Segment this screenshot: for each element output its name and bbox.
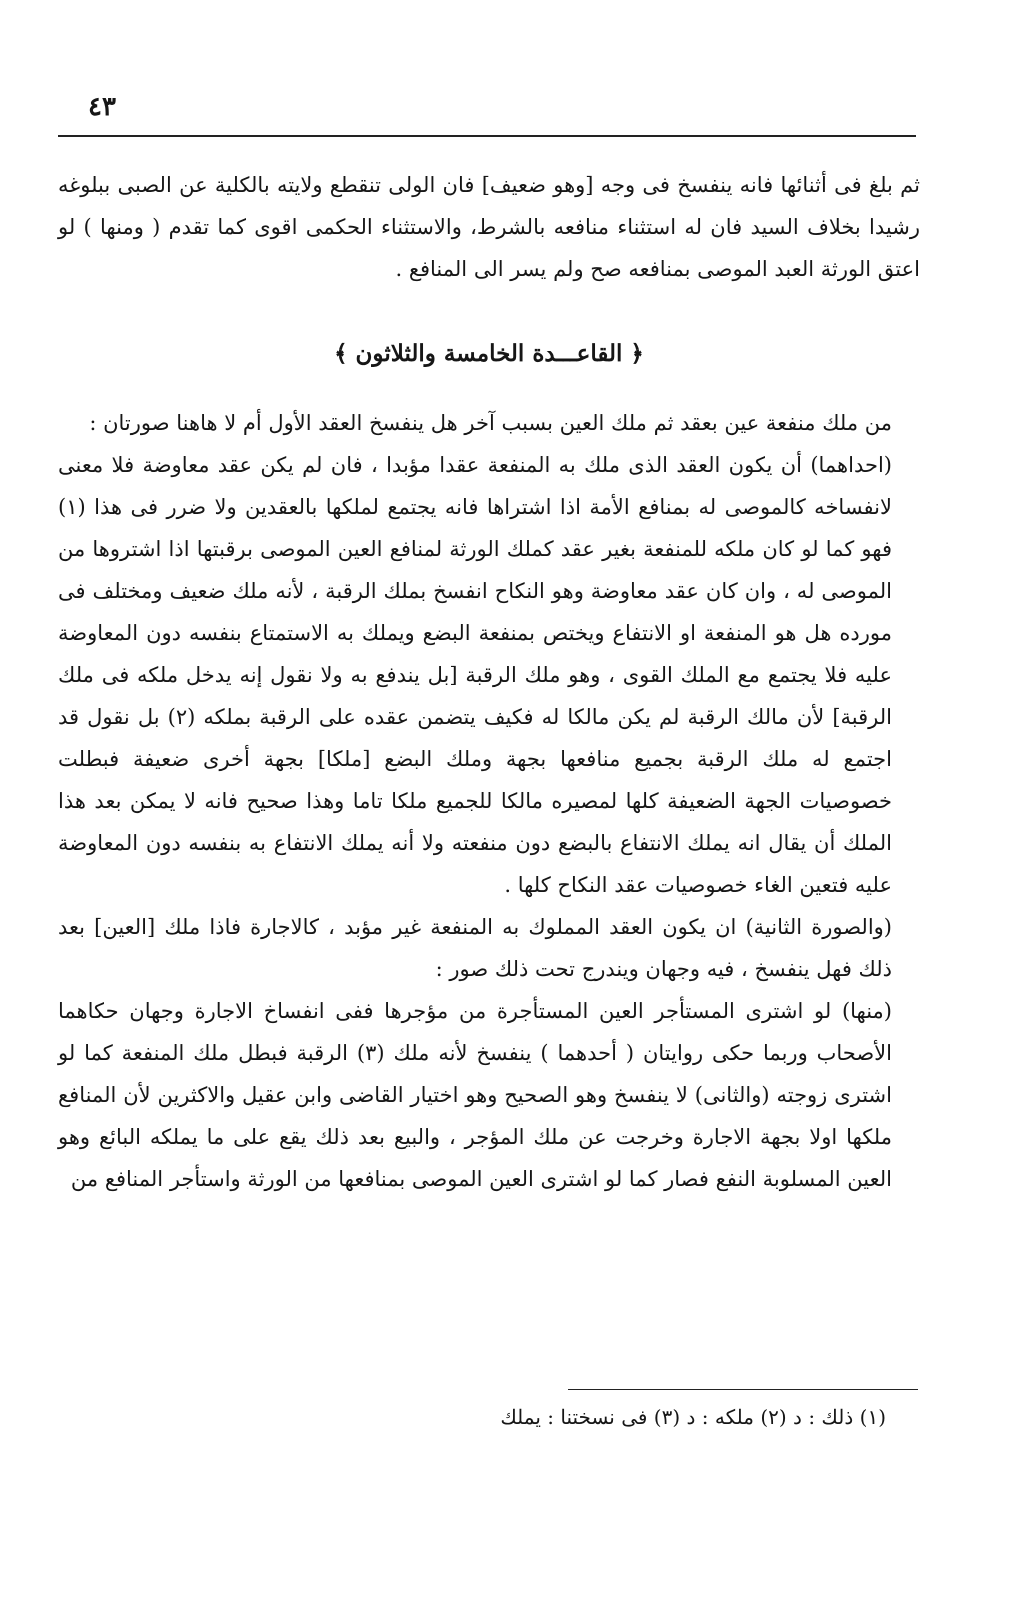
intro-paragraph-text: ثم بلغ فى أثنائها فانه ينفسخ فى وجه [وهو ضعيف] فان الولى تنقطع ولايته بالكلية عن الصبى ببلوغه رشيدا بخلاف السيد فان له استثناء منافعه بالشرط، والاستثناء الحكمى اقوى كما تقدم ( ومنها ) لو اعتق الورثة العبد الموصى بمنافعه صح ولم يسر الى المنافع .	[58, 173, 920, 281]
paragraph-second-case: (والصورة الثانية) ان يكون العقد المملوك به المنفعة غير مؤبد ، كالاجارة فاذا ملك [العين] بعد ذلك فهل ينفسخ ، فيه وجهان ويندرج تحت ذلك صور :	[58, 915, 892, 981]
paragraph-first-case: (احداهما) أن يكون العقد الذى ملك به المنفعة عقدا مؤبدا ، فان لم يكن عقد معاوضة فلا معنى لانفساخه كالموصى له بمنافع الأمة اذا اشتراها فانه يجتمع لملكها بالعقدين ولا ضرر فى هذا (١) فهو كما لو كان ملكه للمنفعة بغير عقد كملك الورثة لمنافع العين الموصى برقبتها اذا اشتروها من الموصى له ، وان كان عقد معاوضة وهو النكاح انفسخ بملك الرقبة ، لأنه ملك ضعيف ومختلف فى مورده هل هو المنفعة او الانتفاع ويختص بمنفعة البضع ويملك به الاستمتاع بنفسه دون المعاوضة عليه فلا يجتمع مع الملك القوى ، وهو ملك الرقبة [بل يندفع به ولا نقول إنه يدخل ملكه فى ملك الرقبة] لأن مالك الرقبة لم يكن مالكا له فكيف يتضمن عقده على الرقبة بملكه (٢) بل نقول قد اجتمع له ملك الرقبة بجميع منافعها بجهة وملك البضع [ملكا] بجهة أخرى ضعيفة فبطلت خصوصيات الجهة الضعيفة كلها لمصيره مالكا للجميع ملكا تاما وهذا صحيح فانه لا يمكن بعد هذا الملك أن يقال انه يملك الانتفاع بالبضع دون منفعته ولا أنه يملك الانتفاع به بنفسه دون المعاوضة عليه فتعين الغاء خصوصيات عقد النكاح كلها .	[58, 453, 892, 897]
paragraph-examples: (منها) لو اشترى المستأجر العين المستأجرة من مؤجرها ففى انفساخ الاجارة وجهان حكاهما الأصحاب وربما حكى روايتان ( أحدهما ) ينفسخ لأنه ملك (٣) الرقبة فبطل ملك المنفعة كما لو اشترى زوجته (والثانى) لا ينفسخ وهو الصحيح وهو اختيار القاضى وابن عقيل والاكثرين لأن المنافع ملكها اولا بجهة الاجارة وخرجت عن ملك المؤجر ، والبيع بعد ذلك يقع على ما يملكه البائع وهو العين المسلوبة النفع فصار كما لو اشترى العين الموصى بمنافعها من الورثة واستأجر المنافع من	[58, 999, 892, 1191]
paragraph-question: من ملك منفعة عين بعقد ثم ملك العين بسبب آخر هل ينفسخ العقد الأول أم لا هاهنا صورتان :	[89, 411, 892, 435]
footnote-rule	[568, 1389, 918, 1390]
header-rule	[58, 135, 916, 137]
page-number: ٤٣	[88, 92, 116, 122]
section-heading: ﴿ القاعـــدة الخامسة والثلاثون ﴾	[334, 340, 644, 367]
body-text	[58, 402, 920, 1200]
footnotes: (١) ذلك : د (٢) ملكه : د (٣) فى نسختنا : يملك	[500, 1405, 886, 1429]
intro-paragraph	[58, 164, 920, 290]
